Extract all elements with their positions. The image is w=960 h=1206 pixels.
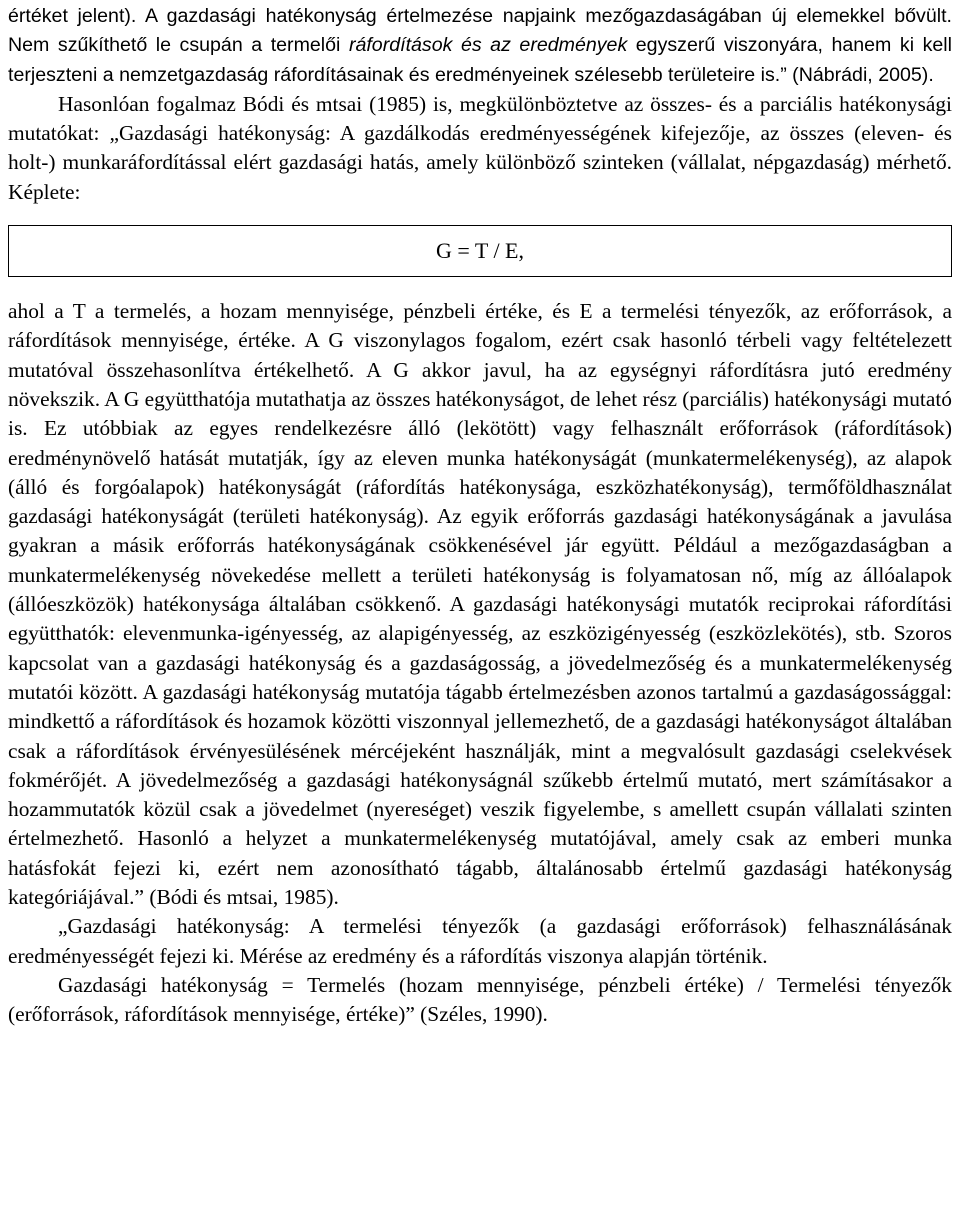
italic-text: ráfordítások [348, 34, 453, 57]
formula-text: G = T / E, [436, 238, 524, 264]
paragraph-text: egyszerű viszonyára, hanem ki kell terjeszteni a nemzetgazdaság ráfordításainak és eredményeinek szélesebb területeire is.” (Nábrádi, 2005). [8, 34, 953, 86]
paragraph-text: értéket jelent). A gazdasági hatékonyság értelmezése napjaink mezőgazdaságában új elemekkel bővült. Nem szűkíthető le csupán a termelői [8, 5, 952, 57]
paragraph-bodi-intro: Hasonlóan fogalmaz Bódi és mtsai (1985) is, megkülönböztetve az összes- és a parciális hatékonysági mutatókat: „Gazdasági hatékonyság: A gazdálkodás eredményességének kifejezője, az összes (eleven- és holt-) munkaráfordítással elért gazdasági hatás, amely különböző szinteken (vállalat, népgazdaság) mérhető. Képlete: [8, 91, 952, 204]
paragraph-szeles-definition: „Gazdasági hatékonyság: A termelési tényezők (a gazdasági erőforrások) felhasználásának eredményességét fejezi ki. Mérése az eredmény és a ráfordítás viszonya alapján történik. [8, 914, 952, 968]
paragraph-szeles-formula: Gazdasági hatékonyság = Termelés (hozam mennyisége, pénzbeli értéke) / Termelési tényezők (erőforrások, ráfordítások mennyisége, értéke)” (Széles, 1990). [8, 972, 952, 1027]
paragraph-text [452, 34, 461, 56]
paragraph-formula-explanation: ahol a T a termelés, a hozam mennyisége, pénzbeli értéke, és E a termelési tényezők, az erőforrások, a ráfordítások mennyisége, értéke. A G viszonylagos fogalom, ezért csak hasonló térbeli vagy feltételezett mutatóval összehasonlítva értékelhető. A G akkor javul, ha az egységnyi ráfordításra jutó eredmény növekszik. A G együtthatója mutathatja az összes hatékonyságot, de lehet rész (parciális) hatékonysági mutató is. Ez utóbbiak az egyes rendelkezésre álló (lekötött) vagy felhasznált erőforrások (ráfordítások) eredménynövelő hatását mutatják, így az eleven munka hatékonyságát (munkatermelékenység), az alapok (álló és forgóalapok) hatékonyságát (ráfordítás hatékonysága, eszközhatékonyság), termőföldhasználat gazdasági hatékonyságát (területi hatékonyság). Az egyik erőforrás gazdasági hatékonyságának a javulása gyakran a másik erőforrás hatékonyságának csökkenésével jár együtt. Például a mezőgazdaságban a munkatermelékenység növekedése mellett a területi hatékonyság is folyamatosan nő, míg az állóalapok (állóeszközök) hatékonysága általában csökkenő. A gazdasági hatékonysági mutatók reciprokai ráfordítási együtthatók: elevenmunka-igényesség, az alapigényesség, az eszközigényesség (eszközlekötés), stb. Szoros kapcsolat van a gazdasági hatékonyság és a gazdaságosság, a jövedelmezőség és a munkatermelékenység mutatói között. A gazdasági hatékonyság mutatója tágabb értelmezésben azonos tartalmú a gazdaságossággal: mindkettő a ráfordítások és hozamok közötti viszonnyal jellemezhető, de a gazdasági hatékonyságot általában csak a ráfordítások érvényesülésének mércéjeként használják, mint a megvalósult gazdasági cselekvések fokmérőjét. A jövedelmezőség a gazdasági hatékonyságnál szűkebb értelmű mutató, mert számításakor a hozammutatók közül csak a jövedelmet (nyereséget) veszik figyelembe, s amellett csupán vállalati szinten értelmezhető. Hasonló a helyzet a munkatermelékenység mutatójával, amely csak az emberi munka hatásfokát fejezi ki, ezért nem azonosítható tágabb, általánosabb értelmű gazdasági hatékonyság kategóriájával.” (Bódi és mtsai, 1985). [8, 299, 952, 910]
formula-box [8, 225, 952, 277]
italic-text: és az eredmények [460, 34, 628, 57]
paragraph-nabradi-quote [8, 2, 952, 90]
